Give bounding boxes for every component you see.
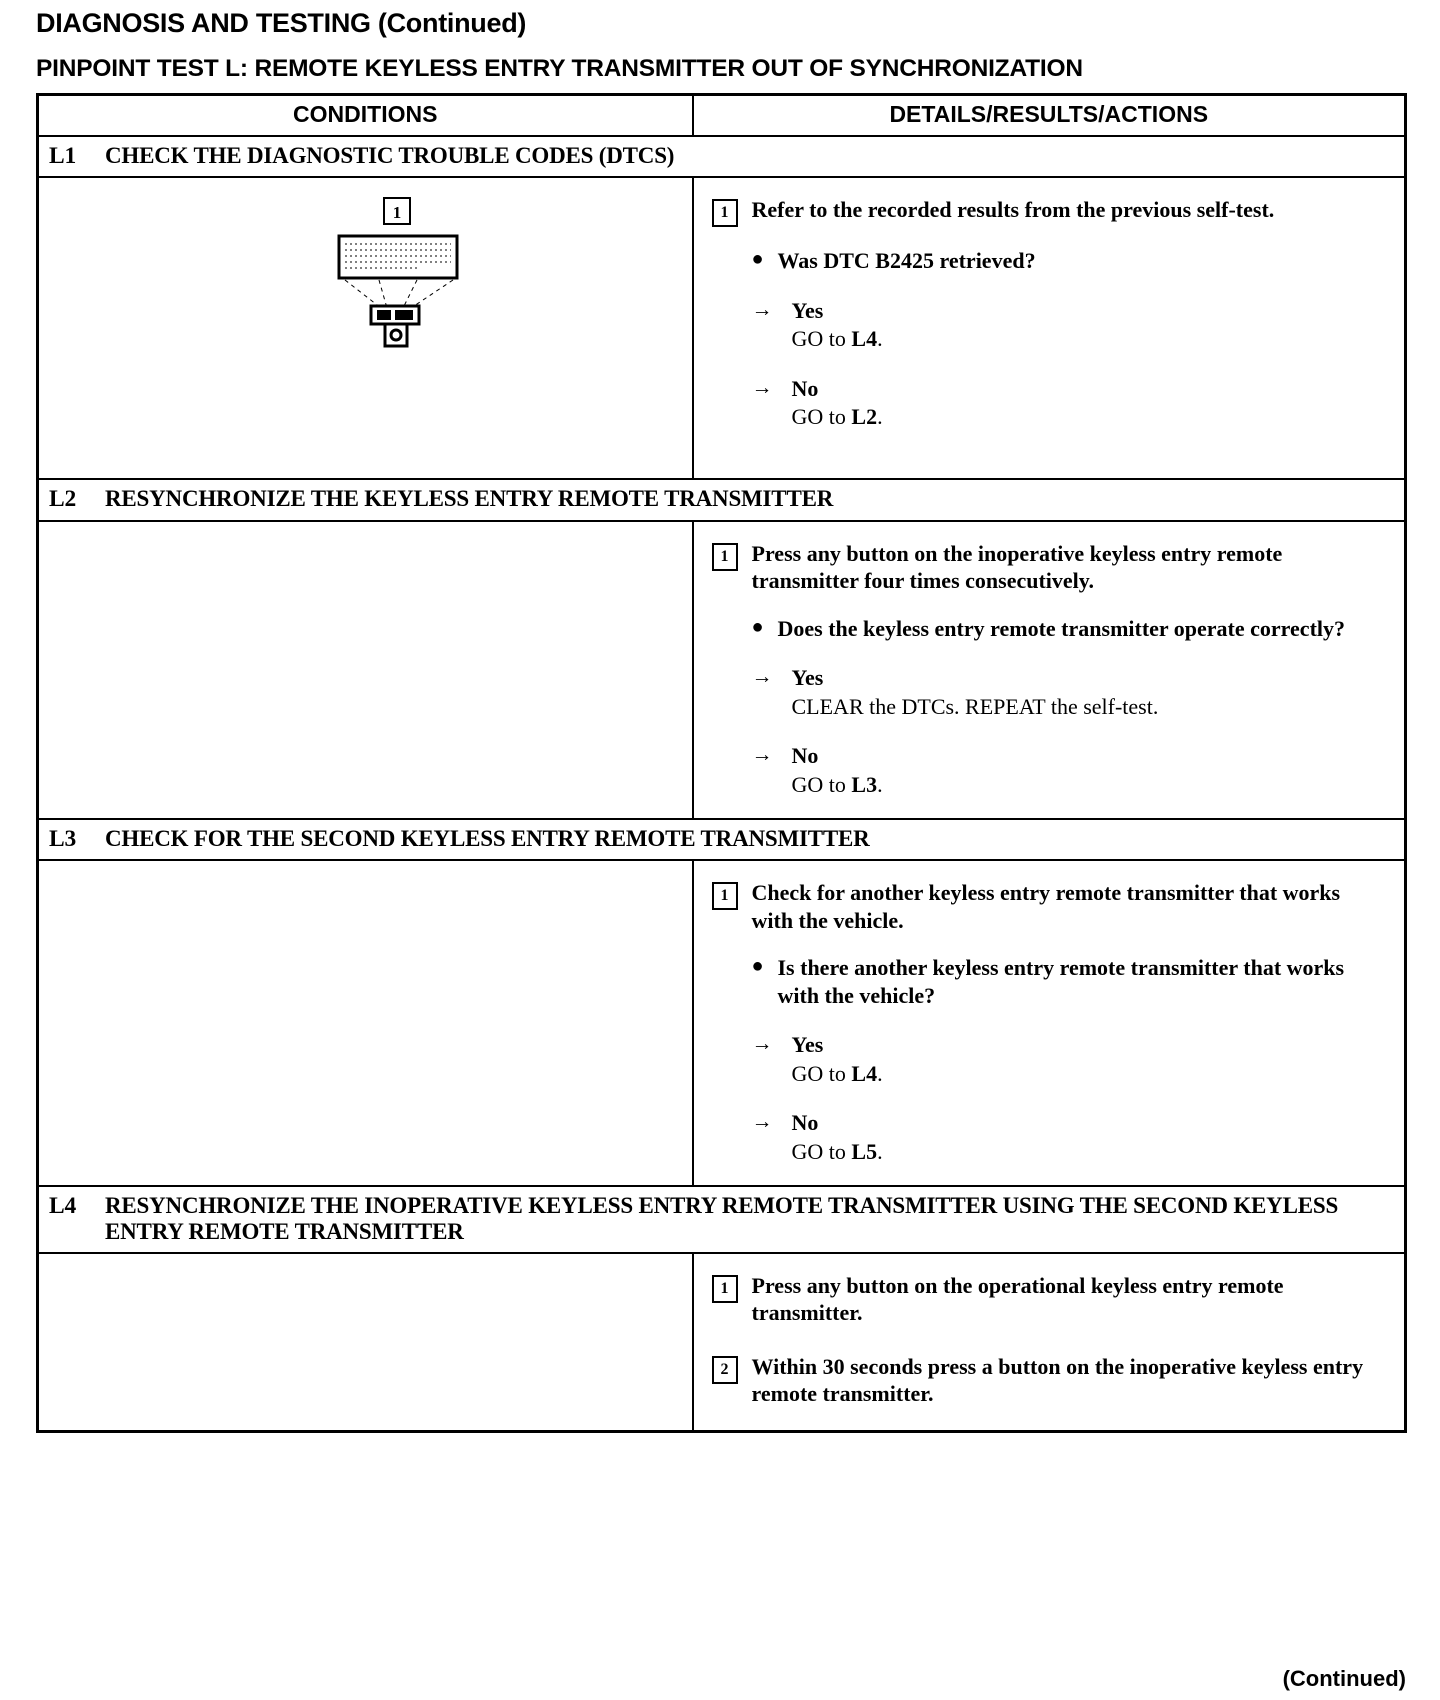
table-row bbox=[38, 860, 1406, 1186]
details-cell-l1 bbox=[693, 177, 1406, 479]
table-row bbox=[38, 1253, 1406, 1432]
step-number-box: 1 bbox=[712, 882, 738, 910]
step-number-box: 1 bbox=[712, 543, 738, 571]
answer-action-pre: CLEAR the DTCs. REPEAT the self-test. bbox=[791, 693, 1159, 719]
arrow-right-icon: → bbox=[751, 742, 773, 767]
answer-body bbox=[792, 1109, 1387, 1165]
table-row bbox=[38, 136, 1406, 177]
step-header-cell-l3 bbox=[38, 819, 1406, 860]
detail-text: Refer to the recorded results from the previous self-test. bbox=[751, 197, 1275, 223]
answer-action-target: L4 bbox=[851, 1060, 878, 1086]
details-cell-l3 bbox=[693, 860, 1406, 1186]
step-id-l2: L2 bbox=[49, 486, 77, 513]
answer-action-target: L3 bbox=[851, 771, 878, 797]
pinpoint-test-table bbox=[36, 93, 1407, 1433]
page-title: DIAGNOSIS AND TESTING (Continued) bbox=[36, 8, 527, 38]
table-row bbox=[38, 479, 1406, 520]
table-row bbox=[38, 177, 1406, 479]
question-text: Was DTC B2425 retrieved? bbox=[777, 248, 1036, 274]
question-text: Does the keyless entry remote transmitter operate correctly? bbox=[777, 615, 1346, 641]
answer-action-no bbox=[792, 771, 1387, 799]
column-header-details-cell bbox=[693, 95, 1406, 137]
detail-step-1 bbox=[708, 879, 1387, 934]
answer-body bbox=[792, 1031, 1387, 1087]
answer-action-pre: GO to bbox=[791, 404, 852, 430]
answer-no bbox=[752, 375, 1387, 431]
table-row bbox=[38, 1186, 1406, 1253]
detail-step-1 bbox=[708, 1272, 1387, 1327]
details-cell-l2 bbox=[693, 521, 1406, 820]
question-bullet bbox=[752, 954, 1387, 1009]
answer-action-target: L5 bbox=[851, 1138, 878, 1164]
step-heading-l4 bbox=[39, 1187, 1404, 1252]
step-title-l2: RESYNCHRONIZE THE KEYLESS ENTRY REMOTE TRANSMITTER bbox=[105, 486, 834, 512]
question-text: Is there another keyless entry remote transmitter that works with the vehicle? bbox=[777, 955, 1345, 1008]
bullet-icon: ● bbox=[751, 955, 764, 978]
answer-body bbox=[792, 297, 1387, 353]
detail-text: Check for another keyless entry remote transmitter that works with the vehicle. bbox=[751, 880, 1341, 933]
svg-text:1: 1 bbox=[392, 203, 402, 223]
answer-action-post: . bbox=[877, 404, 883, 430]
arrow-right-icon: → bbox=[751, 664, 773, 689]
answer-action-yes bbox=[792, 1060, 1387, 1088]
column-header-conditions-cell bbox=[38, 95, 693, 137]
answer-label-yes: Yes bbox=[791, 665, 824, 691]
table-header-row bbox=[38, 95, 1406, 137]
answer-action-pre: GO to bbox=[791, 1138, 852, 1164]
answer-label-yes: Yes bbox=[791, 297, 824, 323]
question-bullet bbox=[752, 615, 1387, 643]
answer-action-pre: GO to bbox=[791, 1060, 852, 1086]
step-number-box: 1 bbox=[712, 199, 738, 227]
bullet-icon: ● bbox=[751, 615, 764, 638]
answer-body bbox=[792, 375, 1387, 431]
conditions-cell-l1 bbox=[38, 177, 693, 479]
answer-action-pre: GO to bbox=[791, 771, 852, 797]
step-heading-l3 bbox=[39, 820, 1404, 859]
document-page bbox=[0, 8, 1440, 1700]
step-id-l1: L1 bbox=[49, 143, 77, 169]
question-bullet bbox=[752, 247, 1387, 275]
answer-action-yes bbox=[792, 693, 1387, 721]
empty-conditions-l2 bbox=[39, 522, 692, 540]
answer-action-no bbox=[792, 403, 1387, 431]
answer-action-post: . bbox=[877, 326, 883, 352]
details-cell-l4 bbox=[693, 1253, 1406, 1432]
column-header-details: DETAILS/RESULTS/ACTIONS bbox=[889, 101, 1209, 127]
details-content-l1 bbox=[694, 178, 1405, 451]
step-header-cell-l2 bbox=[38, 479, 1406, 520]
arrow-right-icon: → bbox=[751, 296, 773, 321]
answer-no bbox=[752, 1109, 1387, 1165]
answer-body bbox=[792, 664, 1387, 720]
conditions-cell-l4 bbox=[38, 1253, 693, 1432]
detail-text: Within 30 seconds press a button on the inoperative keyless entry remote transmitter. bbox=[751, 1353, 1364, 1407]
answer-action-pre: GO to bbox=[791, 326, 852, 352]
answer-action-target: L4 bbox=[851, 326, 878, 352]
answer-action-no bbox=[792, 1138, 1387, 1166]
conditions-cell-l2 bbox=[38, 521, 693, 820]
empty-conditions-l4 bbox=[39, 1254, 692, 1272]
answer-action-post: . bbox=[877, 771, 883, 797]
answer-body bbox=[792, 742, 1387, 798]
step-title-l1: CHECK THE DIAGNOSTIC TROUBLE CODES (DTCS) bbox=[105, 143, 675, 168]
column-header-conditions: CONDITIONS bbox=[293, 101, 438, 127]
step-title-l4: RESYNCHRONIZE THE INOPERATIVE KEYLESS ENTRY REMOTE TRANSMITTER USING THE SECOND KEYLESS ENTRY REMOTE TRANSMITTER bbox=[105, 1193, 1339, 1245]
step-id-l4: L4 bbox=[49, 1193, 77, 1220]
pinpoint-test-title: PINPOINT TEST L: REMOTE KEYLESS ENTRY TRANSMITTER OUT OF SYNCHRONIZATION bbox=[36, 55, 1083, 82]
detail-step-2 bbox=[708, 1353, 1387, 1408]
arrow-right-icon: → bbox=[751, 1109, 773, 1134]
step-id-l3: L3 bbox=[49, 826, 77, 853]
arrow-right-icon: → bbox=[751, 1031, 773, 1056]
answer-yes bbox=[752, 297, 1387, 353]
figure-l1 bbox=[39, 178, 692, 478]
table-row bbox=[38, 819, 1406, 860]
answer-label-no: No bbox=[791, 1110, 819, 1136]
empty-conditions-l3 bbox=[39, 861, 692, 879]
bullet-icon: ● bbox=[751, 248, 764, 271]
diagnostic-tool-icon bbox=[39, 178, 694, 478]
step-header-cell-l1 bbox=[38, 136, 1406, 177]
arrow-right-icon: → bbox=[751, 374, 773, 399]
answer-action-target: L2 bbox=[851, 404, 878, 430]
table-row bbox=[38, 521, 1406, 820]
step-title-l3: CHECK FOR THE SECOND KEYLESS ENTRY REMOTE TRANSMITTER bbox=[105, 826, 870, 852]
answer-action-yes bbox=[792, 325, 1387, 353]
answer-label-yes: Yes bbox=[791, 1032, 824, 1058]
detail-step-1 bbox=[708, 196, 1387, 227]
answer-yes bbox=[752, 664, 1387, 720]
continued-footer: (Continued) bbox=[1282, 1666, 1406, 1691]
detail-text: Press any button on the operational keyless entry remote transmitter. bbox=[751, 1272, 1284, 1326]
step-heading-l2 bbox=[39, 480, 1404, 519]
details-content-l3 bbox=[694, 861, 1405, 1185]
details-content-l2 bbox=[694, 522, 1405, 819]
detail-step-1 bbox=[708, 540, 1387, 595]
conditions-cell-l3 bbox=[38, 860, 693, 1186]
step-heading-l1 bbox=[39, 137, 1404, 176]
answer-no bbox=[752, 742, 1387, 798]
answer-action-post: . bbox=[877, 1060, 883, 1086]
answer-label-no: No bbox=[791, 743, 819, 769]
detail-text: Press any button on the inoperative keyless entry remote transmitter four times consecutively. bbox=[751, 540, 1283, 594]
step-number-box: 1 bbox=[712, 1275, 738, 1303]
answer-action-post: . bbox=[877, 1138, 883, 1164]
answer-yes bbox=[752, 1031, 1387, 1087]
step-header-cell-l4 bbox=[38, 1186, 1406, 1253]
answer-label-no: No bbox=[791, 375, 819, 401]
details-content-l4 bbox=[694, 1254, 1405, 1430]
step-number-box: 2 bbox=[712, 1356, 738, 1384]
